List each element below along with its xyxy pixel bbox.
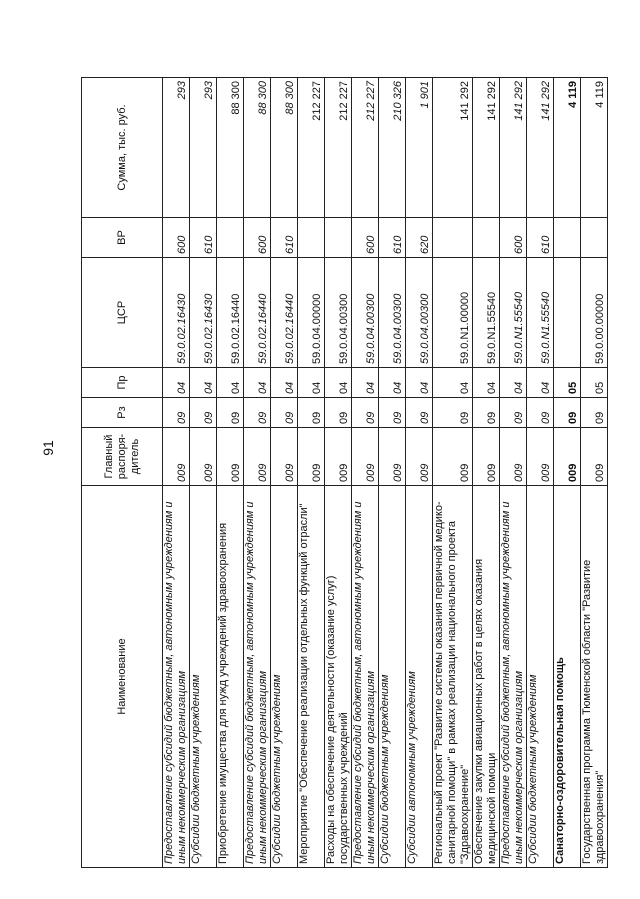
table-row bbox=[500, 78, 527, 868]
cell-vr: 600 bbox=[163, 218, 190, 258]
cell-pr: 04 bbox=[379, 368, 406, 398]
cell-sum: 141 292 bbox=[473, 78, 500, 218]
cell-name: Предоставление субсидий бюджетным, автономным учреждениям и иным некоммерческим организациям bbox=[352, 486, 379, 868]
cell-name: Приобретение имущества для нужд учреждений здравоохранения bbox=[217, 486, 244, 868]
cell-pr: 04 bbox=[527, 368, 554, 398]
cell-pr: 04 bbox=[298, 368, 325, 398]
cell-name: Предоставление субсидий бюджетным, автономным учреждениям и иным некоммерческим организациям bbox=[244, 486, 271, 868]
cell-name: Субсидии бюджетным учреждениям bbox=[379, 486, 406, 868]
header-rz: Рз bbox=[82, 398, 163, 428]
cell-vr: 610 bbox=[379, 218, 406, 258]
cell-glav: 009 bbox=[244, 428, 271, 486]
cell-vr bbox=[298, 218, 325, 258]
cell-csr bbox=[554, 258, 581, 368]
cell-vr bbox=[433, 218, 473, 258]
cell-sum: 141 292 bbox=[500, 78, 527, 218]
cell-rz: 09 bbox=[406, 398, 433, 428]
cell-rz: 09 bbox=[217, 398, 244, 428]
cell-sum: 212 227 bbox=[325, 78, 352, 218]
cell-glav: 009 bbox=[379, 428, 406, 486]
cell-name: Государственная программа Тюменской области "Развитие здравоохранения" bbox=[581, 486, 608, 868]
table-row bbox=[406, 78, 433, 868]
cell-pr: 04 bbox=[163, 368, 190, 398]
cell-rz: 09 bbox=[244, 398, 271, 428]
cell-pr: 05 bbox=[554, 368, 581, 398]
budget-table bbox=[81, 77, 608, 868]
cell-glav: 009 bbox=[554, 428, 581, 486]
cell-csr: 59.0.04.00300 bbox=[352, 258, 379, 368]
cell-rz: 09 bbox=[163, 398, 190, 428]
cell-sum: 212 227 bbox=[352, 78, 379, 218]
table-row bbox=[352, 78, 379, 868]
cell-glav: 009 bbox=[298, 428, 325, 486]
cell-csr: 59.0.00.00000 bbox=[581, 258, 608, 368]
cell-glav: 009 bbox=[500, 428, 527, 486]
cell-sum: 88 300 bbox=[217, 78, 244, 218]
cell-rz: 09 bbox=[554, 398, 581, 428]
cell-csr: 59.0.02.16440 bbox=[244, 258, 271, 368]
cell-pr: 04 bbox=[271, 368, 298, 398]
cell-csr: 59.0.04.00300 bbox=[325, 258, 352, 368]
cell-vr: 610 bbox=[527, 218, 554, 258]
cell-name: Субсидии автономным учреждениям bbox=[406, 486, 433, 868]
table-header-row bbox=[82, 78, 163, 868]
cell-glav: 009 bbox=[352, 428, 379, 486]
cell-vr bbox=[473, 218, 500, 258]
cell-csr: 59.0.04.00300 bbox=[406, 258, 433, 368]
table-row bbox=[433, 78, 473, 868]
cell-name: Субсидии бюджетным учреждениям bbox=[190, 486, 217, 868]
cell-sum: 88 300 bbox=[271, 78, 298, 218]
table-row bbox=[217, 78, 244, 868]
cell-rz: 09 bbox=[190, 398, 217, 428]
cell-name: Предоставление субсидий бюджетным, автономным учреждениям и иным некоммерческим организациям bbox=[500, 486, 527, 868]
header-pr: Пр bbox=[82, 368, 163, 398]
cell-glav: 009 bbox=[271, 428, 298, 486]
cell-rz: 09 bbox=[473, 398, 500, 428]
cell-csr: 59.0.02.16430 bbox=[163, 258, 190, 368]
cell-sum: 1 901 bbox=[406, 78, 433, 218]
cell-name: Мероприятие "Обеспечение реализации отдельных функций отрасли" bbox=[298, 486, 325, 868]
cell-vr: 610 bbox=[271, 218, 298, 258]
cell-csr: 59.0.N1.55540 bbox=[500, 258, 527, 368]
table-row bbox=[527, 78, 554, 868]
table-row bbox=[581, 78, 608, 868]
cell-rz: 09 bbox=[500, 398, 527, 428]
cell-vr: 600 bbox=[500, 218, 527, 258]
cell-glav: 009 bbox=[527, 428, 554, 486]
cell-vr: 610 bbox=[190, 218, 217, 258]
header-csr: ЦСР bbox=[82, 258, 163, 368]
cell-name: Субсидии бюджетным учреждениям bbox=[271, 486, 298, 868]
cell-csr: 59.0.N1.55540 bbox=[527, 258, 554, 368]
cell-name: Предоставление субсидий бюджетным, автономным учреждениям и иным некоммерческим организациям bbox=[163, 486, 190, 868]
cell-sum: 210 326 bbox=[379, 78, 406, 218]
cell-rz: 09 bbox=[581, 398, 608, 428]
cell-csr: 59.0.N1.00000 bbox=[433, 258, 473, 368]
table-row bbox=[473, 78, 500, 868]
cell-pr: 04 bbox=[217, 368, 244, 398]
cell-csr: 59.0.02.16440 bbox=[271, 258, 298, 368]
cell-sum: 141 292 bbox=[433, 78, 473, 218]
cell-csr: 59.0.04.00300 bbox=[379, 258, 406, 368]
table-row bbox=[325, 78, 352, 868]
cell-rz: 09 bbox=[271, 398, 298, 428]
cell-pr: 04 bbox=[190, 368, 217, 398]
cell-sum: 4 119 bbox=[554, 78, 581, 218]
cell-csr: 59.0.N1.55540 bbox=[473, 258, 500, 368]
rotated-table-wrapper bbox=[81, 78, 606, 868]
cell-glav: 009 bbox=[163, 428, 190, 486]
cell-rz: 09 bbox=[352, 398, 379, 428]
cell-vr bbox=[554, 218, 581, 258]
header-glav: Главный распоря-дитель bbox=[82, 428, 163, 486]
cell-csr: 59.0.02.16430 bbox=[190, 258, 217, 368]
cell-rz: 09 bbox=[527, 398, 554, 428]
cell-vr bbox=[581, 218, 608, 258]
cell-pr: 04 bbox=[433, 368, 473, 398]
cell-sum: 4 119 bbox=[581, 78, 608, 218]
header-name: Наименование bbox=[82, 486, 163, 868]
cell-rz: 09 bbox=[379, 398, 406, 428]
page-number: 91 bbox=[39, 440, 56, 456]
cell-glav: 009 bbox=[473, 428, 500, 486]
cell-glav: 009 bbox=[325, 428, 352, 486]
cell-pr: 04 bbox=[244, 368, 271, 398]
cell-pr: 04 bbox=[500, 368, 527, 398]
cell-sum: 293 bbox=[163, 78, 190, 218]
cell-rz: 09 bbox=[325, 398, 352, 428]
cell-name: Региональный проект "Развитие системы оказания первичной медико-санитарной помощи" в рамках реализации национального проекта "Здравоохранение" bbox=[433, 486, 473, 868]
cell-vr: 600 bbox=[352, 218, 379, 258]
cell-csr: 59.0.04.00000 bbox=[298, 258, 325, 368]
table-row bbox=[379, 78, 406, 868]
cell-name: Расходы на обеспечение деятельности (оказание услуг) государственных учреждений bbox=[325, 486, 352, 868]
table-row bbox=[163, 78, 190, 868]
cell-sum: 293 bbox=[190, 78, 217, 218]
cell-vr bbox=[325, 218, 352, 258]
cell-name: Санаторно-оздоровительная помощь bbox=[554, 486, 581, 868]
table-row bbox=[190, 78, 217, 868]
cell-rz: 09 bbox=[298, 398, 325, 428]
cell-glav: 009 bbox=[433, 428, 473, 486]
cell-glav: 009 bbox=[406, 428, 433, 486]
header-sum: Сумма, тыс. руб. bbox=[82, 78, 163, 218]
cell-vr: 600 bbox=[244, 218, 271, 258]
table-row bbox=[298, 78, 325, 868]
cell-pr: 04 bbox=[352, 368, 379, 398]
cell-vr bbox=[217, 218, 244, 258]
cell-glav: 009 bbox=[217, 428, 244, 486]
header-vr: ВР bbox=[82, 218, 163, 258]
cell-pr: 05 bbox=[581, 368, 608, 398]
table-body bbox=[163, 78, 608, 868]
cell-pr: 04 bbox=[473, 368, 500, 398]
cell-glav: 009 bbox=[581, 428, 608, 486]
cell-sum: 141 292 bbox=[527, 78, 554, 218]
cell-sum: 88 300 bbox=[244, 78, 271, 218]
cell-pr: 04 bbox=[325, 368, 352, 398]
cell-sum: 212 227 bbox=[298, 78, 325, 218]
cell-name: Обеспечение закупки авиационных работ в целях оказания медицинской помощи bbox=[473, 486, 500, 868]
cell-vr: 620 bbox=[406, 218, 433, 258]
table-row bbox=[244, 78, 271, 868]
cell-rz: 09 bbox=[433, 398, 473, 428]
cell-pr: 04 bbox=[406, 368, 433, 398]
table-row bbox=[271, 78, 298, 868]
cell-glav: 009 bbox=[190, 428, 217, 486]
table-row bbox=[554, 78, 581, 868]
cell-name: Субсидии бюджетным учреждениям bbox=[527, 486, 554, 868]
cell-csr: 59.0.02.16440 bbox=[217, 258, 244, 368]
